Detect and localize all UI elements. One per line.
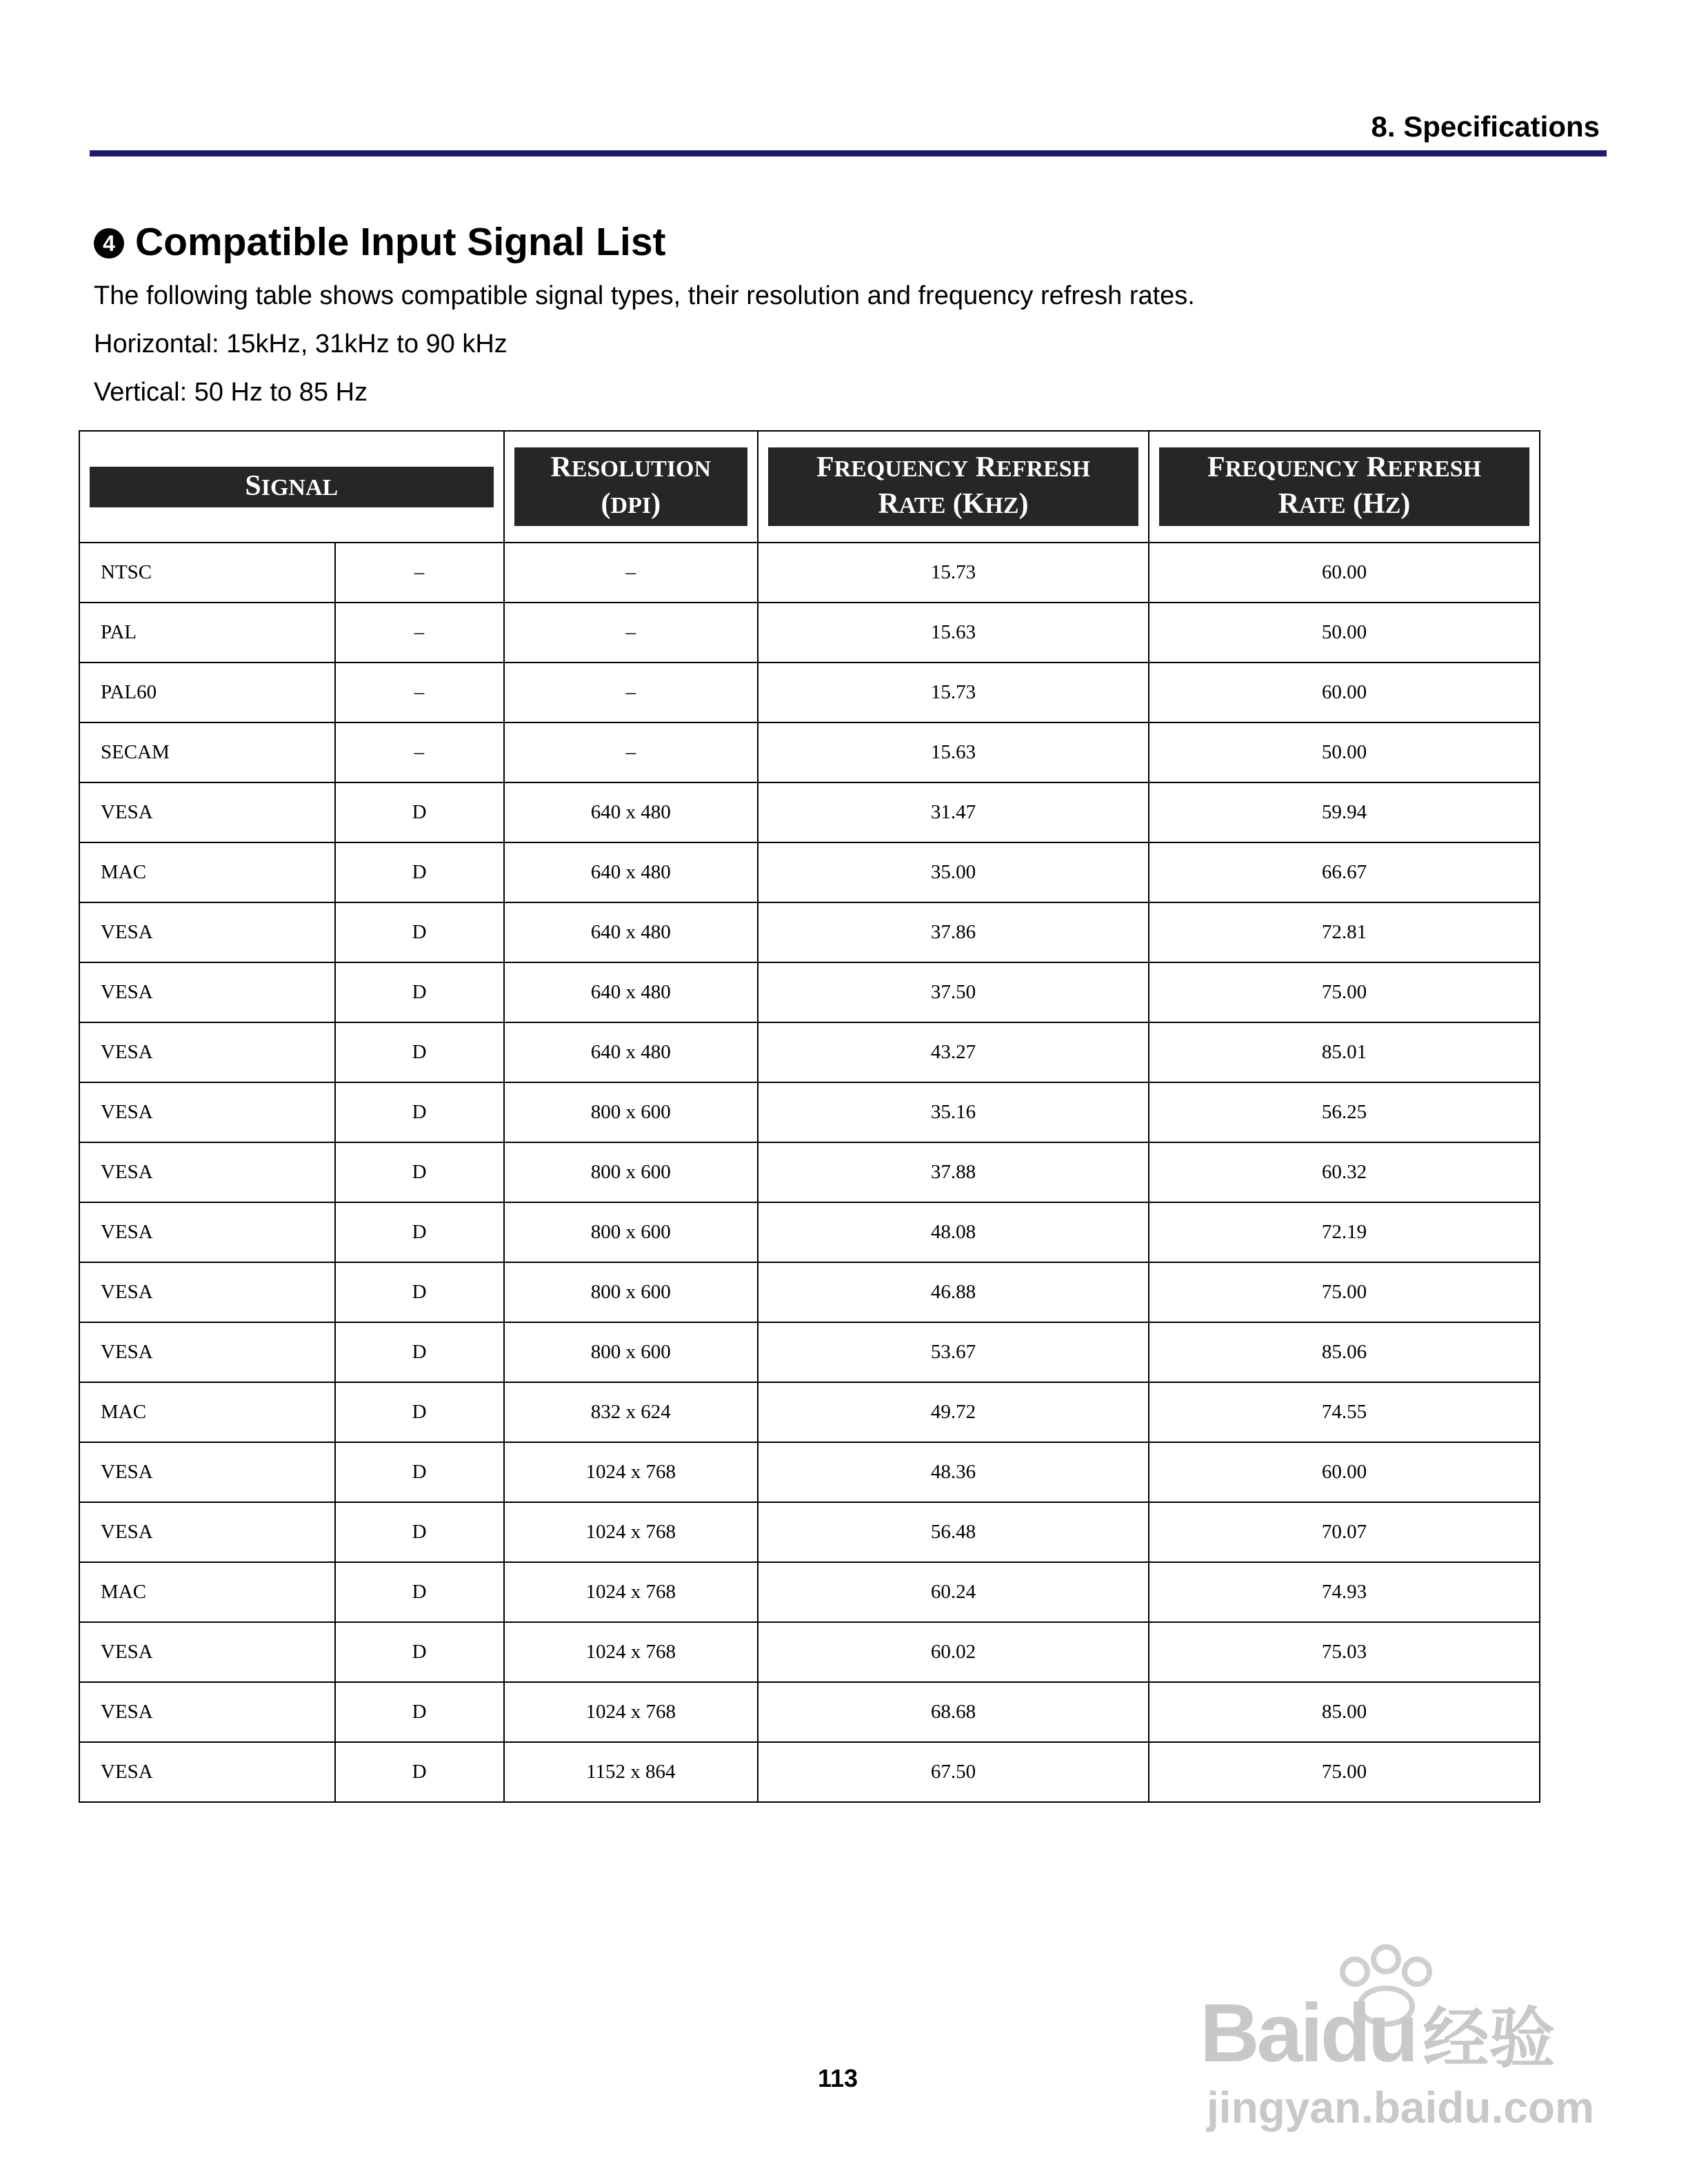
signal-mode-cell: – <box>335 603 504 663</box>
frequency-hz-cell: 72.19 <box>1149 1202 1540 1262</box>
frequency-khz-cell: 48.36 <box>758 1442 1149 1502</box>
frequency-khz-cell: 68.68 <box>758 1682 1149 1742</box>
table-row <box>79 1262 1540 1322</box>
frequency-khz-cell: 67.50 <box>758 1742 1149 1802</box>
signal-mode-cell: – <box>335 722 504 782</box>
frequency-hz-cell: 56.25 <box>1149 1082 1540 1142</box>
table-row <box>79 543 1540 603</box>
resolution-cell: 1024 x 768 <box>504 1442 758 1502</box>
frequency-hz-cell: 72.81 <box>1149 902 1540 962</box>
signal-name-cell: VESA <box>79 1322 335 1382</box>
signal-name-cell: VESA <box>79 1622 335 1682</box>
table-row <box>79 1562 1540 1622</box>
frequency-hz-cell: 59.94 <box>1149 782 1540 842</box>
frequency-khz-cell: 60.24 <box>758 1562 1149 1622</box>
frequency-hz-cell: 60.00 <box>1149 1442 1540 1502</box>
frequency-hz-cell: 75.00 <box>1149 962 1540 1022</box>
signal-mode-cell: D <box>335 1022 504 1082</box>
frequency-khz-cell: 35.16 <box>758 1082 1149 1142</box>
resolution-cell: 640 x 480 <box>504 962 758 1022</box>
frequency-hz-cell: 74.55 <box>1149 1382 1540 1442</box>
frequency-khz-cell: 37.88 <box>758 1142 1149 1202</box>
resolution-cell: 1024 x 768 <box>504 1622 758 1682</box>
table-row <box>79 1022 1540 1082</box>
table-row <box>79 782 1540 842</box>
frequency-hz-cell: 60.00 <box>1149 543 1540 603</box>
intro-text: The following table shows compatible signal types, their resolution and frequency refresh rates. <box>94 281 1195 310</box>
signal-name-cell: NTSC <box>79 543 335 603</box>
resolution-cell: 1152 x 864 <box>504 1742 758 1802</box>
table-row <box>79 663 1540 722</box>
frequency-hz-cell: 75.00 <box>1149 1262 1540 1322</box>
frequency-hz-cell: 85.01 <box>1149 1022 1540 1082</box>
signal-mode-cell: D <box>335 1622 504 1682</box>
frequency-hz-cell: 70.07 <box>1149 1502 1540 1562</box>
table-row <box>79 962 1540 1022</box>
frequency-hz-cell: 74.93 <box>1149 1562 1540 1622</box>
frequency-khz-cell: 53.67 <box>758 1322 1149 1382</box>
header-rule <box>90 150 1607 156</box>
frequency-khz-cell: 35.00 <box>758 842 1149 902</box>
frequency-hz-cell: 60.32 <box>1149 1142 1540 1202</box>
table-row <box>79 722 1540 782</box>
signal-name-cell: VESA <box>79 782 335 842</box>
table-row <box>79 1682 1540 1742</box>
frequency-khz-cell: 56.48 <box>758 1502 1149 1562</box>
resolution-cell: – <box>504 603 758 663</box>
signal-name-cell: VESA <box>79 1742 335 1802</box>
section-title <box>94 219 666 265</box>
numbered-bullet-icon: 4 <box>94 228 124 259</box>
table-row <box>79 1442 1540 1502</box>
signal-mode-cell: D <box>335 1562 504 1622</box>
signal-mode-cell: D <box>335 782 504 842</box>
header-frequency-hz: FREQUENCY REFRESH RATE (HZ) <box>1149 431 1540 543</box>
signal-name-cell: SECAM <box>79 722 335 782</box>
signal-name-cell: VESA <box>79 1442 335 1502</box>
signal-name-cell: VESA <box>79 902 335 962</box>
resolution-cell: 800 x 600 <box>504 1202 758 1262</box>
frequency-hz-cell: 60.00 <box>1149 663 1540 722</box>
frequency-hz-cell: 85.06 <box>1149 1322 1540 1382</box>
signal-mode-cell: D <box>335 1502 504 1562</box>
frequency-khz-cell: 37.50 <box>758 962 1149 1022</box>
frequency-khz-cell: 31.47 <box>758 782 1149 842</box>
resolution-cell: 832 x 624 <box>504 1382 758 1442</box>
resolution-cell: 640 x 480 <box>504 1022 758 1082</box>
header-resolution: RESOLUTION (DPI) <box>504 431 758 543</box>
table-row <box>79 1622 1540 1682</box>
table-row <box>79 1322 1540 1382</box>
resolution-cell: – <box>504 722 758 782</box>
signal-name-cell: MAC <box>79 1382 335 1442</box>
frequency-khz-cell: 37.86 <box>758 902 1149 962</box>
signal-mode-cell: D <box>335 1382 504 1442</box>
header-signal: SIGNAL <box>79 431 504 543</box>
resolution-cell: 800 x 600 <box>504 1142 758 1202</box>
table-header-row <box>79 431 1540 543</box>
resolution-cell: 1024 x 768 <box>504 1682 758 1742</box>
resolution-cell: 800 x 600 <box>504 1262 758 1322</box>
table-row <box>79 842 1540 902</box>
frequency-khz-cell: 15.63 <box>758 722 1149 782</box>
signal-mode-cell: D <box>335 842 504 902</box>
vertical-range: Vertical: 50 Hz to 85 Hz <box>94 378 368 407</box>
signal-name-cell: VESA <box>79 962 335 1022</box>
frequency-hz-cell: 75.03 <box>1149 1622 1540 1682</box>
signal-mode-cell: D <box>335 962 504 1022</box>
frequency-hz-cell: 50.00 <box>1149 603 1540 663</box>
table-row <box>79 1502 1540 1562</box>
section-title-text: Compatible Input Signal List <box>135 220 666 264</box>
frequency-khz-cell: 15.73 <box>758 663 1149 722</box>
chapter-heading: 8. Specifications <box>1371 110 1600 143</box>
resolution-cell: 640 x 480 <box>504 782 758 842</box>
frequency-khz-cell: 46.88 <box>758 1262 1149 1322</box>
signal-mode-cell: D <box>335 1082 504 1142</box>
signal-name-cell: VESA <box>79 1682 335 1742</box>
frequency-hz-cell: 75.00 <box>1149 1742 1540 1802</box>
signal-name-cell: VESA <box>79 1142 335 1202</box>
resolution-cell: 1024 x 768 <box>504 1502 758 1562</box>
page-number: 113 <box>818 2064 858 2092</box>
frequency-khz-cell: 60.02 <box>758 1622 1149 1682</box>
table-row <box>79 1082 1540 1142</box>
signal-mode-cell: – <box>335 663 504 722</box>
signal-mode-cell: D <box>335 1682 504 1742</box>
signal-name-cell: PAL <box>79 603 335 663</box>
resolution-cell: 640 x 480 <box>504 902 758 962</box>
table-row <box>79 1382 1540 1442</box>
signal-mode-cell: D <box>335 1322 504 1382</box>
frequency-khz-cell: 49.72 <box>758 1382 1149 1442</box>
resolution-cell: 800 x 600 <box>504 1322 758 1382</box>
resolution-cell: – <box>504 663 758 722</box>
frequency-hz-cell: 50.00 <box>1149 722 1540 782</box>
signal-name-cell: PAL60 <box>79 663 335 722</box>
resolution-cell: 800 x 600 <box>504 1082 758 1142</box>
table-row <box>79 902 1540 962</box>
frequency-hz-cell: 66.67 <box>1149 842 1540 902</box>
horizontal-range: Horizontal: 15kHz, 31kHz to 90 kHz <box>94 330 508 358</box>
resolution-cell: 640 x 480 <box>504 842 758 902</box>
frequency-khz-cell: 15.63 <box>758 603 1149 663</box>
signal-mode-cell: D <box>335 1142 504 1202</box>
signal-name-cell: VESA <box>79 1502 335 1562</box>
signal-mode-cell: D <box>335 1442 504 1502</box>
watermark-url: jingyan.baidu.com <box>1207 2083 1594 2132</box>
frequency-khz-cell: 15.73 <box>758 543 1149 603</box>
signal-table <box>79 430 1540 1803</box>
signal-mode-cell: – <box>335 543 504 603</box>
signal-name-cell: VESA <box>79 1022 335 1082</box>
table-row <box>79 603 1540 663</box>
frequency-hz-cell: 85.00 <box>1149 1682 1540 1742</box>
signal-name-cell: MAC <box>79 1562 335 1622</box>
signal-name-cell: MAC <box>79 842 335 902</box>
frequency-khz-cell: 43.27 <box>758 1022 1149 1082</box>
signal-name-cell: VESA <box>79 1082 335 1142</box>
signal-name-cell: VESA <box>79 1262 335 1322</box>
signal-mode-cell: D <box>335 1742 504 1802</box>
signal-mode-cell: D <box>335 1202 504 1262</box>
table-row <box>79 1742 1540 1802</box>
signal-mode-cell: D <box>335 1262 504 1322</box>
resolution-cell: 1024 x 768 <box>504 1562 758 1622</box>
signal-mode-cell: D <box>335 902 504 962</box>
frequency-khz-cell: 48.08 <box>758 1202 1149 1262</box>
resolution-cell: – <box>504 543 758 603</box>
header-frequency-khz: FREQUENCY REFRESH RATE (KHZ) <box>758 431 1149 543</box>
table-row <box>79 1202 1540 1262</box>
signal-name-cell: VESA <box>79 1202 335 1262</box>
watermark-brand: Baidu 经验 <box>1200 1987 1556 2079</box>
table-row <box>79 1142 1540 1202</box>
baidu-watermark <box>1200 1944 1594 2137</box>
